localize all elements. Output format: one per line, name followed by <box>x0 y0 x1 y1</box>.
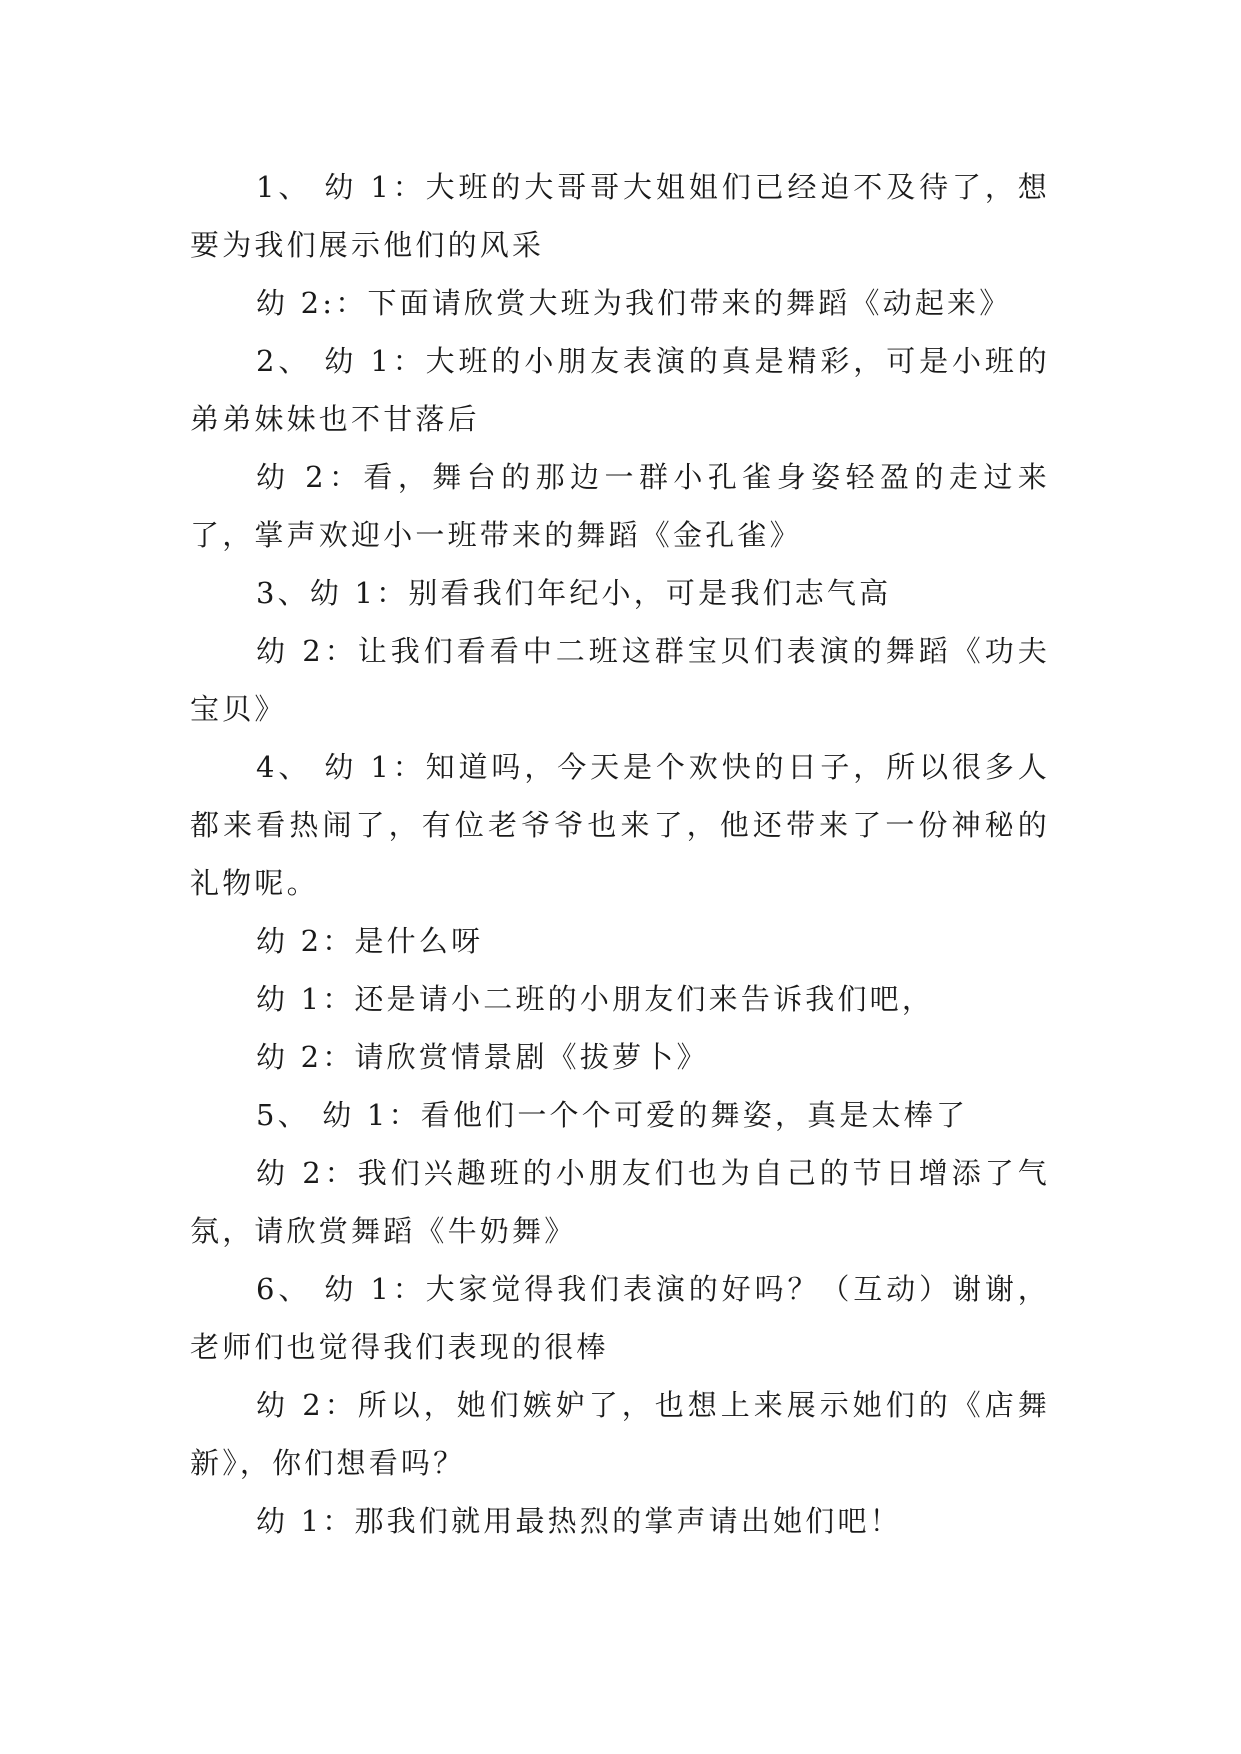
paragraph: 4、 幼 1：知道吗，今天是个欢快的日子，所以很多人都来看热闹了，有位老爷爷也来了，他还带来了一份神秘的礼物呢。 <box>190 750 1050 900</box>
paragraph: 幼 2：看，舞台的那边一群小孔雀身姿轻盈的走过来了，掌声欢迎小一班带来的舞蹈《金孔雀》 <box>190 460 1050 552</box>
paragraph: 3、幼 1：别看我们年纪小，可是我们志气高 <box>256 576 892 610</box>
paragraph: 幼 2：让我们看看中二班这群宝贝们表演的舞蹈《功夫宝贝》 <box>190 634 1050 726</box>
paragraph: 幼 2:：下面请欣赏大班为我们带来的舞蹈《动起来》 <box>256 286 1012 320</box>
paragraph: 2、 幼 1：大班的小朋友表演的真是精彩，可是小班的弟弟妹妹也不甘落后 <box>190 344 1050 436</box>
document-body <box>190 158 1050 1550</box>
paragraph: 6、 幼 1：大家觉得我们表演的好吗？（互动）谢谢，老师们也觉得我们表现的很棒 <box>190 1272 1050 1364</box>
paragraph: 幼 2：所以，她们嫉妒了，也想上来展示她们的《店舞新》，你们想看吗？ <box>190 1388 1050 1480</box>
paragraph: 幼 2：请欣赏情景剧《拔萝卜》 <box>256 1040 709 1074</box>
paragraph: 幼 2：是什么呀 <box>256 924 484 958</box>
paragraph: 幼 2：我们兴趣班的小朋友们也为自己的节日增添了气氛，请欣赏舞蹈《牛奶舞》 <box>190 1156 1050 1248</box>
paragraph: 1、 幼 1：大班的大哥哥大姐姐们已经迫不及待了，想要为我们展示他们的风采 <box>190 170 1050 262</box>
paragraph: 幼 1：那我们就用最热烈的掌声请出她们吧！ <box>256 1504 902 1538</box>
paragraph: 幼 1：还是请小二班的小朋友们来告诉我们吧， <box>256 982 935 1016</box>
paragraph: 5、 幼 1：看他们一个个可爱的舞姿，真是太棒了 <box>256 1098 969 1132</box>
